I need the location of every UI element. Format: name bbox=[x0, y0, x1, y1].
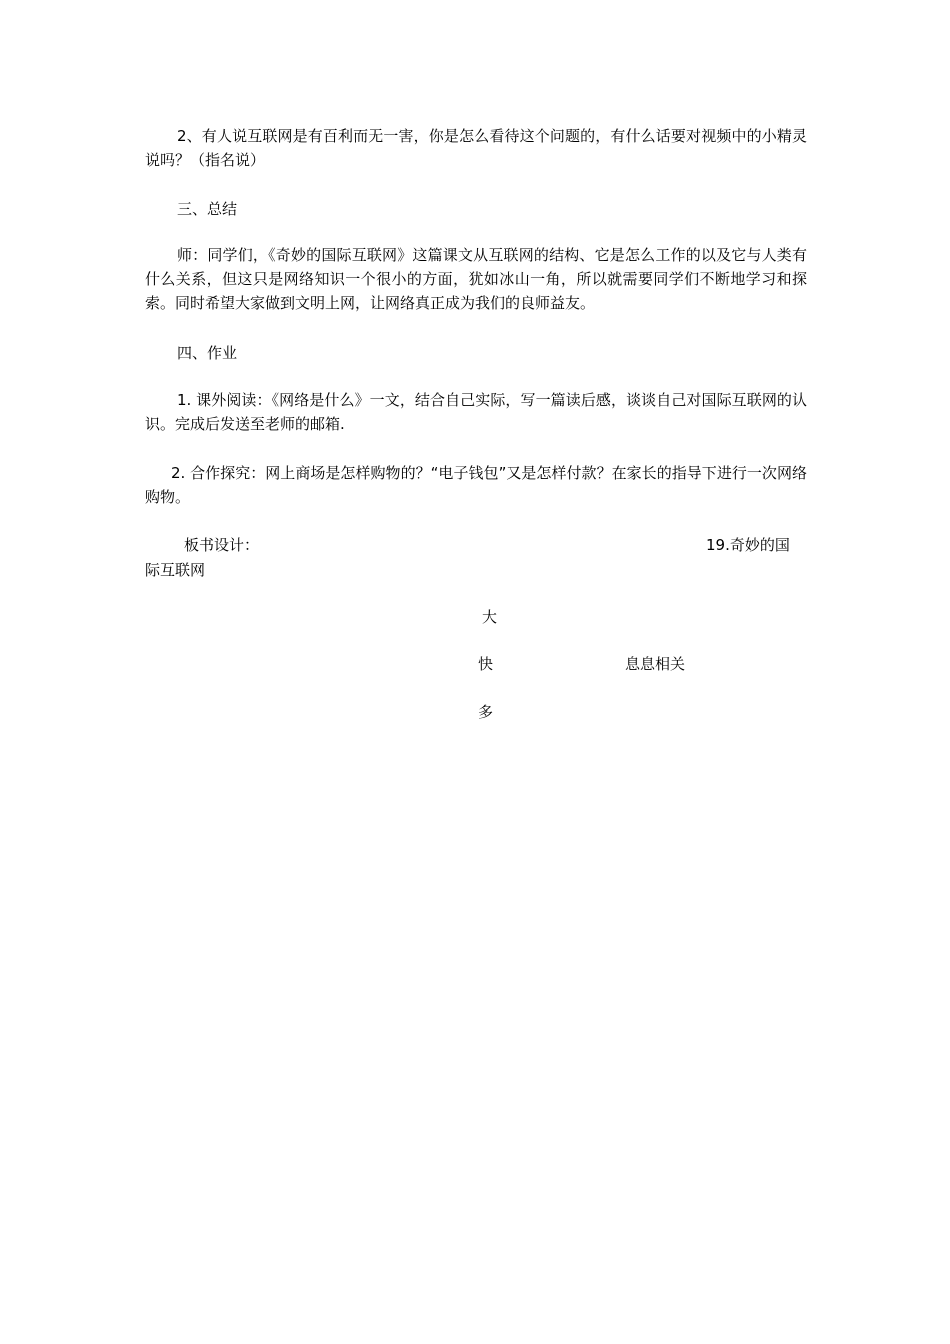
summary-paragraph: 师：同学们，《奇妙的国际互联网》这篇课文从互联网的结构、它是怎么工作的以及它与人类有什么关系，但这只是网络知识一个很小的方面，犹如冰山一角，所以就需要同学们不断地学习和探索。同时希望大家做到文明上网，让网络真正成为我们的良师益友。 bbox=[145, 246, 807, 312]
homework-1-paragraph: 1. 课外阅读：《网络是什么》一文，结合自己实际，写一篇读后感，谈谈自己对国际互联网的认识。完成后发送至老师的邮箱. bbox=[145, 391, 807, 433]
section-4-heading: 四、作业 bbox=[177, 344, 238, 362]
board-item-many: 多 bbox=[478, 703, 494, 721]
board-item-fast: 快 bbox=[478, 655, 494, 673]
board-relation-text: 息息相关 bbox=[625, 655, 686, 673]
board-item-big: 大 bbox=[482, 608, 498, 626]
question-2-paragraph: 2、有人说互联网是有百利而无一害，你是怎么看待这个问题的，有什么话要对视频中的小精灵说吗？（指名说） bbox=[145, 127, 807, 169]
section-3-heading: 三、总结 bbox=[177, 200, 238, 218]
board-title-part1: 19.奇妙的国 bbox=[706, 536, 790, 554]
board-title-part2: 际互联网 bbox=[145, 561, 206, 579]
board-design-label: 板书设计： bbox=[184, 536, 260, 554]
homework-2-paragraph: 2. 合作探究：网上商场是怎样购物的？“电子钱包”又是怎样付款？在家长的指导下进行一次网络购物。 bbox=[145, 464, 807, 506]
